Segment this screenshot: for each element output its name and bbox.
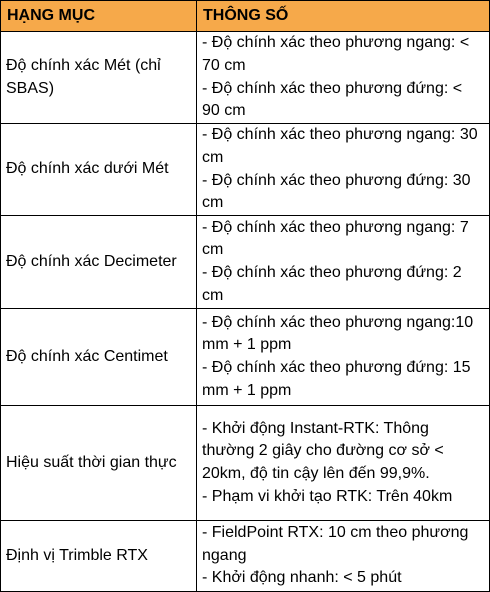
table-row	[1, 124, 490, 216]
row-item-label: Độ chính xác dưới Mét	[1, 124, 197, 216]
row-item-label: Định vị Trimble RTX	[1, 521, 197, 592]
spec-line: - Khởi động Instant-RTK: Thông thường 2 giây cho đường cơ sở < 20km, độ tin cậy lên đến 99,9%.	[202, 419, 444, 482]
row-item-label: Độ chính xác Centimet	[1, 309, 197, 406]
row-spec-cell	[197, 521, 490, 592]
header-item-column: HẠNG MỤC	[1, 1, 197, 32]
header-row	[1, 1, 490, 32]
spec-line: - FieldPoint RTX: 10 cm theo phương ngang	[202, 524, 469, 564]
table-row	[1, 309, 490, 406]
spec-line: - Khởi động nhanh: < 5 phút	[202, 569, 402, 587]
table-row	[1, 406, 490, 521]
row-spec-cell	[197, 124, 490, 216]
row-spec-cell	[197, 216, 490, 309]
spec-line: - Độ chính xác theo phương đứng: 2 cm	[202, 264, 462, 304]
table-row	[1, 216, 490, 309]
row-spec-cell	[197, 406, 490, 521]
spec-line: - Độ chính xác theo phương đứng: < 90 cm	[202, 79, 463, 120]
row-item-label: Độ chính xác Mét (chỉ SBAS)	[1, 32, 197, 124]
table-row	[1, 32, 490, 124]
spec-line: - Độ chính xác theo phương ngang: < 70 cm	[202, 34, 470, 74]
row-item-label: Độ chính xác Decimeter	[1, 216, 197, 309]
row-spec-cell	[197, 309, 490, 406]
spec-line: - Độ chính xác theo phương ngang: 30 cm	[202, 126, 478, 166]
spec-line: - Độ chính xác theo phương đứng: 15 mm + 1 ppm	[202, 359, 471, 399]
header-spec-column: THÔNG SỐ	[197, 1, 490, 32]
spec-line: - Độ chính xác theo phương ngang: 7 cm	[202, 218, 469, 259]
row-spec-cell	[197, 32, 490, 124]
table-row	[1, 521, 490, 592]
row-item-label: Hiệu suất thời gian thực	[1, 406, 197, 521]
spec-line: - Độ chính xác theo phương ngang:10 mm + 1 ppm	[202, 313, 474, 354]
spec-line: - Phạm vi khởi tạo RTK: Trên 40km	[202, 487, 453, 505]
spec-line: - Độ chính xác theo phương đứng: 30 cm	[202, 171, 471, 212]
